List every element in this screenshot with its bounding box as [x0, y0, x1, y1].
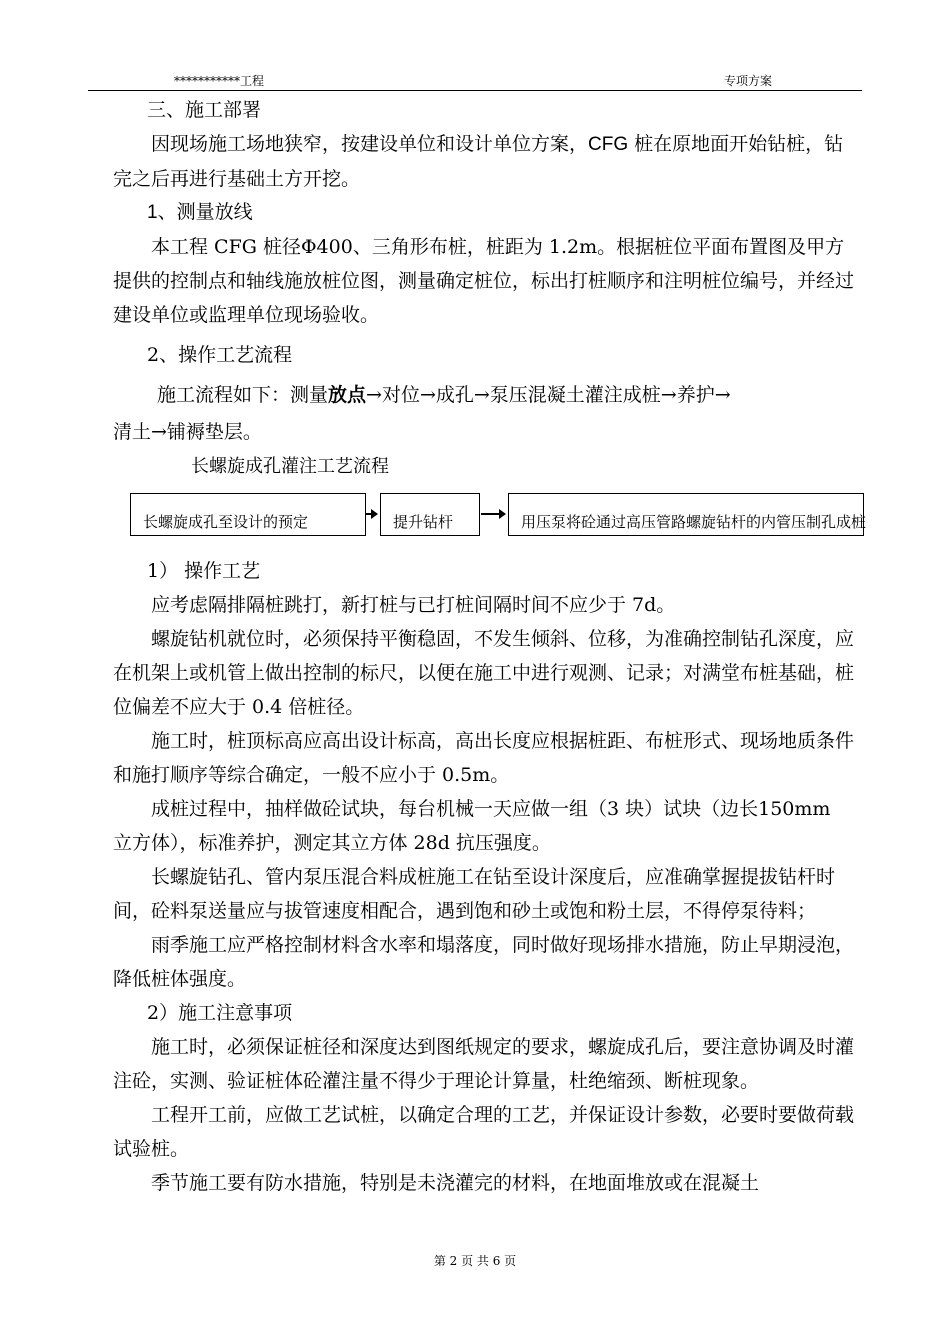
paragraph: 工程开工前，应做工艺试桩，以确定合理的工艺，并保证设计参数，必要时要做荷载试验桩。 — [113, 1104, 855, 1160]
paragraph: 施工时，必须保证桩径和深度达到图纸规定的要求，螺旋成孔后，要注意协调及时灌注砼，实测、验证桩体砼灌注量不得少于理论计算量，杜绝缩颈、断桩现象。 — [113, 1036, 855, 1092]
paragraph-intro — [113, 127, 855, 196]
document-body-continued — [113, 554, 855, 1200]
paragraph: 应考虑隔排隔桩跳打，新打桩与已打桩间隔时间不应少于 7d。 — [151, 594, 676, 616]
flowchart-title: 长螺旋成孔灌注工艺流程 — [191, 456, 389, 476]
paragraph-survey: 本工程 CFG 桩径Φ400、三角形布桩，桩距为 1.2m。根据桩位平面布置图及甲方提供的控制点和轴线施放桩位图，测量确定桩位，标出打桩顺序和注明桩位编号，并经过建设单位或监理单位现场验收。 — [113, 236, 855, 326]
flow-step-drill — [130, 493, 366, 536]
page-number: 第 2 页 共 6 页 — [433, 1254, 517, 1268]
intro-cfg: CFG — [588, 134, 629, 155]
paragraph: 成桩过程中，抽样做砼试块，每台机械一天应做一组（3 块）试块（边长150mm 立方体），标准养护，测定其立方体 28d 抗压强度。 — [113, 798, 831, 854]
subsection-title: 1） 操作工艺 — [147, 560, 261, 582]
flow-line-1 — [113, 378, 855, 413]
page-header — [88, 68, 862, 91]
section-title: 三、施工部署 — [147, 99, 262, 121]
flow-step-pump — [508, 493, 867, 536]
process-flowchart — [130, 493, 916, 539]
paragraph: 雨季施工应严格控制材料含水率和塌落度，同时做好现场排水措施，防止早期浸泡，降低桩体强度。 — [113, 934, 855, 990]
header-project-name: ***********工程 — [174, 74, 265, 88]
arrow-right-icon — [366, 513, 376, 515]
flow-step-lift — [380, 493, 480, 536]
flow-step-label: 提升钻杆 — [393, 514, 454, 531]
flow-bold-text: 放点 — [328, 385, 367, 406]
paragraph: 长螺旋钻孔、管内泵压混合料成桩施工在钻至设计深度后，应准确掌握提拔钻杆时间，砼料泵送量应与拔管速度相配合，遇到饱和砂土或饱和粉土层，不得停泵待料； — [113, 866, 836, 922]
header-doc-type: 专项方案 — [723, 74, 772, 88]
flow-text: 施工流程如下：测量 — [157, 384, 329, 406]
subsection-title: 2、操作工艺流程 — [147, 344, 293, 366]
flow-line-2: 清土→铺褥垫层。 — [113, 421, 262, 443]
paragraph: 季节施工要有防水措施，特别是未浇灌完的材料，在地面堆放或在混凝土 — [151, 1172, 760, 1194]
document-body — [113, 93, 855, 483]
flow-text: →对位→成孔→泵压混凝土灌注成桩→养护→ — [366, 384, 731, 406]
flow-step-label: 长螺旋成孔至设计的预定 — [143, 514, 309, 531]
subsection-title: 2）施工注意事项 — [147, 1002, 293, 1024]
flow-step-label: 用压泵将砼通过高压管路螺旋钻杆的内管压制孔成桩 — [521, 514, 867, 531]
paragraph: 施工时，桩顶标高应高出设计标高，高出长度应根据桩距、布桩形式、现场地质条件和施打顺序等综合确定，一般不应小于 0.5m。 — [113, 730, 855, 786]
subsection-title: 1、测量放线 — [147, 202, 253, 223]
intro-text-1: 因现场施工场地狭窄，按建设单位和设计单位方案， — [151, 133, 589, 155]
arrow-right-icon — [481, 513, 504, 515]
intro-text-2: 桩在原地面开始钻桩，钻完之后再进行基础土方开挖。 — [113, 133, 844, 190]
paragraph: 螺旋钻机就位时，必须保持平衡稳固，不发生倾斜、位移，为准确控制钻孔深度，应在机架上或机管上做出控制的标尺，以便在施工中进行观测、记录；对满堂布桩基础，桩位偏差不应大于 0.4 倍桩径。 — [113, 628, 855, 718]
